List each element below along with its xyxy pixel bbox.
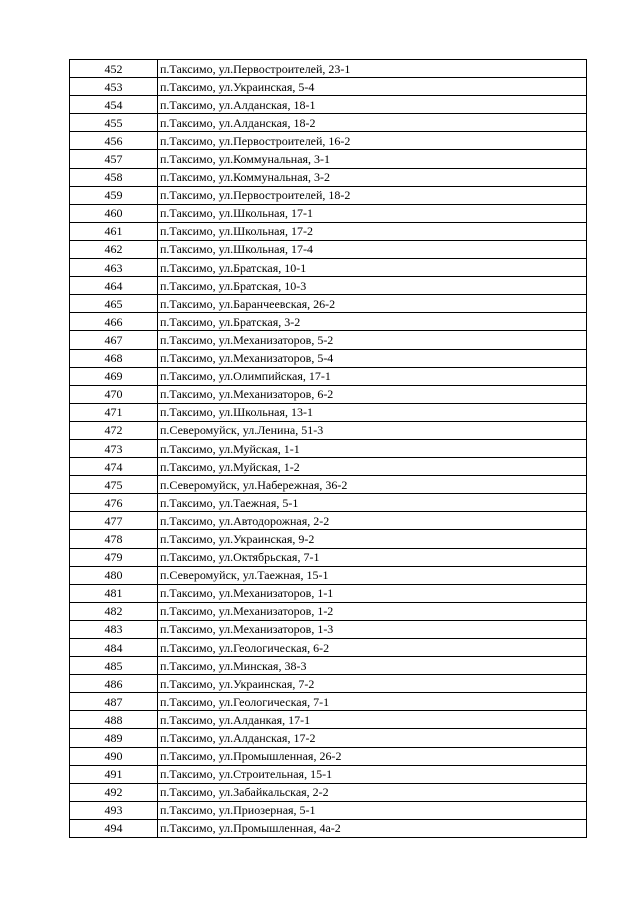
row-number-cell: 482 [70,602,158,620]
table-row [70,186,587,204]
row-number-cell: 462 [70,240,158,258]
row-number-cell: 491 [70,765,158,783]
address-cell: п.Таксимо, ул.Механизаторов, 1-2 [158,602,587,620]
address-cell: п.Таксимо, ул.Муйская, 1-2 [158,458,587,476]
row-number-cell: 478 [70,530,158,548]
address-cell: п.Таксимо, ул.Братская, 10-1 [158,259,587,277]
table-row [70,385,587,403]
row-number-cell: 465 [70,295,158,313]
row-number-cell: 460 [70,204,158,222]
row-number-cell: 488 [70,711,158,729]
table-row [70,548,587,566]
table-row [70,259,587,277]
address-cell: п.Таксимо, ул.Механизаторов, 1-1 [158,584,587,602]
address-cell: п.Таксимо, ул.Таежная, 5-1 [158,494,587,512]
table-row [70,439,587,457]
address-cell: п.Таксимо, ул.Братская, 10-3 [158,277,587,295]
table-row [70,132,587,150]
address-cell: п.Таксимо, ул.Первостроителей, 23-1 [158,60,587,78]
address-cell: п.Таксимо, ул.Октябрьская, 7-1 [158,548,587,566]
row-number-cell: 458 [70,168,158,186]
table-row [70,639,587,657]
row-number-cell: 473 [70,439,158,457]
table-row [70,620,587,638]
table-row [70,168,587,186]
address-cell: п.Таксимо, ул.Муйская, 1-1 [158,439,587,457]
row-number-cell: 494 [70,819,158,837]
row-number-cell: 452 [70,60,158,78]
address-cell: п.Таксимо, ул.Школьная, 17-4 [158,240,587,258]
table-row [70,96,587,114]
address-cell: п.Таксимо, ул.Механизаторов, 6-2 [158,385,587,403]
row-number-cell: 489 [70,729,158,747]
row-number-cell: 481 [70,584,158,602]
table-row [70,150,587,168]
table-row [70,204,587,222]
row-number-cell: 477 [70,512,158,530]
table-row [70,331,587,349]
table-row [70,458,587,476]
row-number-cell: 456 [70,132,158,150]
address-cell: п.Таксимо, ул.Коммунальная, 3-2 [158,168,587,186]
address-cell: п.Таксимо, ул.Школьная, 17-2 [158,222,587,240]
address-cell: п.Таксимо, ул.Украинская, 9-2 [158,530,587,548]
row-number-cell: 480 [70,566,158,584]
address-cell: п.Таксимо, ул.Минская, 38-3 [158,657,587,675]
row-number-cell: 493 [70,801,158,819]
row-number-cell: 466 [70,313,158,331]
row-number-cell: 464 [70,277,158,295]
address-cell: п.Таксимо, ул.Алданкая, 17-1 [158,711,587,729]
address-cell: п.Таксимо, ул.Школьная, 17-1 [158,204,587,222]
table-row [70,222,587,240]
table-row [70,494,587,512]
row-number-cell: 470 [70,385,158,403]
row-number-cell: 474 [70,458,158,476]
address-cell: п.Таксимо, ул.Братская, 3-2 [158,313,587,331]
table-row [70,421,587,439]
table-row [70,78,587,96]
address-cell: п.Таксимо, ул.Украинская, 5-4 [158,78,587,96]
address-cell: п.Таксимо, ул.Промышленная, 4а-2 [158,819,587,837]
address-cell: п.Таксимо, ул.Геологическая, 7-1 [158,693,587,711]
address-cell: п.Северомуйск, ул.Ленина, 51-3 [158,421,587,439]
row-number-cell: 455 [70,114,158,132]
table-row [70,602,587,620]
row-number-cell: 459 [70,186,158,204]
address-cell: п.Таксимо, ул.Автодорожная, 2-2 [158,512,587,530]
table-row [70,729,587,747]
address-cell: п.Таксимо, ул.Олимпийская, 17-1 [158,367,587,385]
row-number-cell: 463 [70,259,158,277]
table-row [70,801,587,819]
table-row [70,711,587,729]
address-cell: п.Таксимо, ул.Коммунальная, 3-1 [158,150,587,168]
row-number-cell: 479 [70,548,158,566]
row-number-cell: 457 [70,150,158,168]
row-number-cell: 454 [70,96,158,114]
address-cell: п.Таксимо, ул.Первостроителей, 16-2 [158,132,587,150]
table-row [70,114,587,132]
table-row [70,313,587,331]
address-table-body [70,60,587,838]
address-cell: п.Таксимо, ул.Алданская, 18-1 [158,96,587,114]
address-cell: п.Таксимо, ул.Механизаторов, 1-3 [158,620,587,638]
row-number-cell: 475 [70,476,158,494]
row-number-cell: 453 [70,78,158,96]
row-number-cell: 468 [70,349,158,367]
row-number-cell: 487 [70,693,158,711]
table-row [70,584,587,602]
table-row [70,693,587,711]
table-row [70,783,587,801]
row-number-cell: 472 [70,421,158,439]
address-cell: п.Таксимо, ул.Геологическая, 6-2 [158,639,587,657]
table-row [70,530,587,548]
address-cell: п.Таксимо, ул.Алданская, 17-2 [158,729,587,747]
table-row [70,747,587,765]
address-cell: п.Таксимо, ул.Промышленная, 26-2 [158,747,587,765]
address-table [69,59,587,838]
address-cell: п.Северомуйск, ул.Набережная, 36-2 [158,476,587,494]
row-number-cell: 486 [70,675,158,693]
table-row [70,819,587,837]
row-number-cell: 484 [70,639,158,657]
row-number-cell: 467 [70,331,158,349]
address-cell: п.Таксимо, ул.Алданская, 18-2 [158,114,587,132]
address-cell: п.Таксимо, ул.Строительная, 15-1 [158,765,587,783]
row-number-cell: 485 [70,657,158,675]
table-row [70,476,587,494]
row-number-cell: 490 [70,747,158,765]
row-number-cell: 492 [70,783,158,801]
row-number-cell: 483 [70,620,158,638]
table-row [70,566,587,584]
address-cell: п.Северомуйск, ул.Таежная, 15-1 [158,566,587,584]
table-row [70,675,587,693]
address-cell: п.Таксимо, ул.Приозерная, 5-1 [158,801,587,819]
address-cell: п.Таксимо, ул.Забайкальская, 2-2 [158,783,587,801]
row-number-cell: 461 [70,222,158,240]
address-cell: п.Таксимо, ул.Механизаторов, 5-4 [158,349,587,367]
address-cell: п.Таксимо, ул.Баранчеевская, 26-2 [158,295,587,313]
table-row [70,403,587,421]
table-row [70,240,587,258]
row-number-cell: 469 [70,367,158,385]
table-row [70,765,587,783]
address-cell: п.Таксимо, ул.Украинская, 7-2 [158,675,587,693]
table-row [70,349,587,367]
row-number-cell: 476 [70,494,158,512]
table-row [70,657,587,675]
table-row [70,512,587,530]
address-cell: п.Таксимо, ул.Механизаторов, 5-2 [158,331,587,349]
table-row [70,295,587,313]
address-cell: п.Таксимо, ул.Первостроителей, 18-2 [158,186,587,204]
address-cell: п.Таксимо, ул.Школьная, 13-1 [158,403,587,421]
table-row [70,277,587,295]
row-number-cell: 471 [70,403,158,421]
table-row [70,367,587,385]
table-row [70,60,587,78]
